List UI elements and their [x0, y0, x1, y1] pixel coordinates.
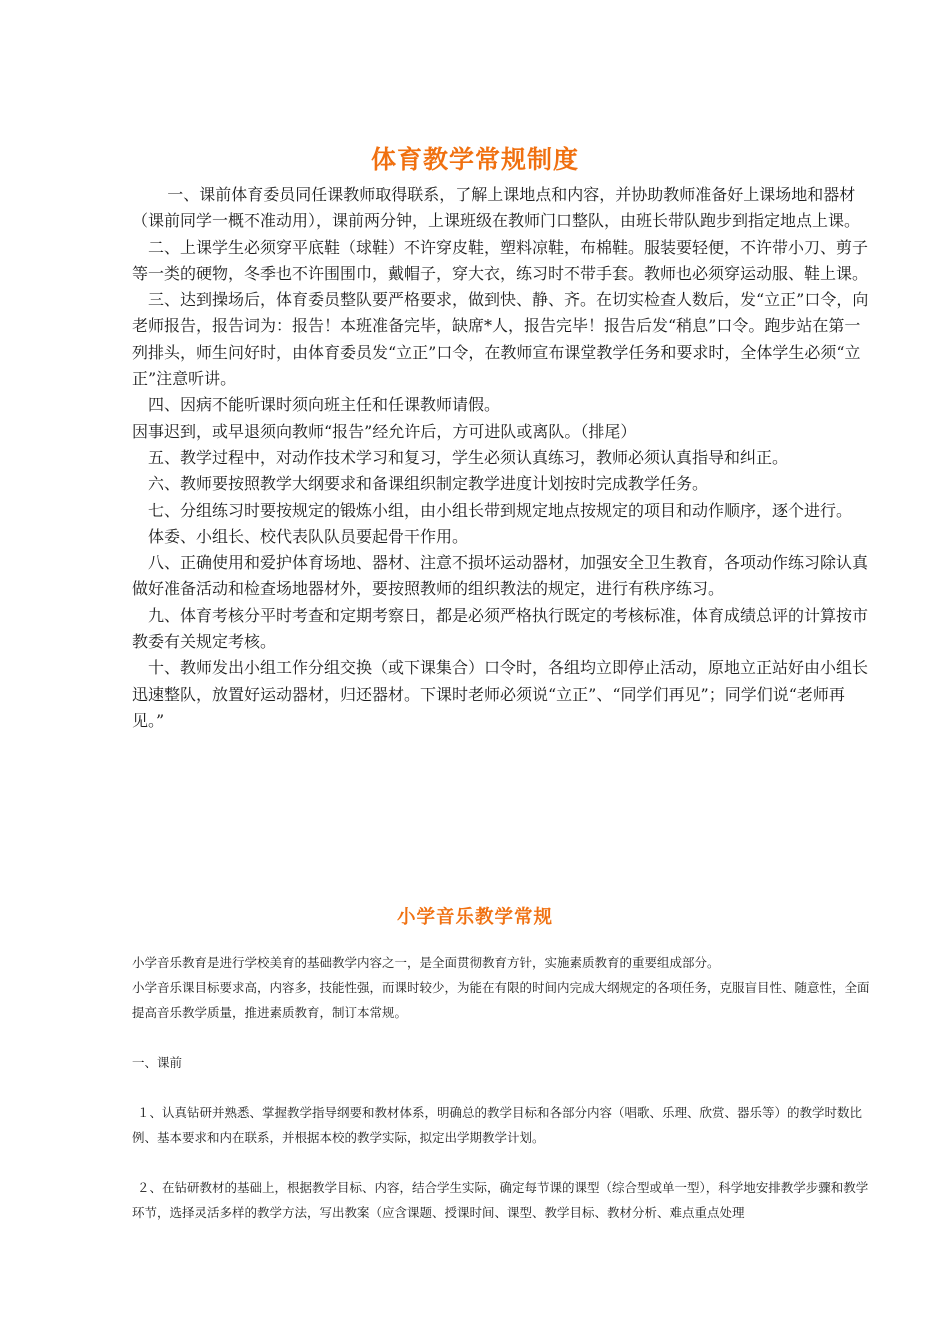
pe-paragraph-7: 七、分组练习时要按规定的锻炼小组，由小组长带到规定地点按规定的项目和动作顺序，逐个进行。: [148, 500, 853, 520]
spacer: [132, 1075, 870, 1100]
pe-paragraph-3: 三、达到操场后，体育委员整队要严格要求，做到快、静、齐。在切实检查人数后，发“立正”口令，向老师报告，报告词为：报告！本班准备完毕，缺席*人，报告完毕！报告后发“稍息”口令。跑步站在第一列排头，师生问好时，由体育委员发“立正”口令，在教师宣布课堂教学任务和要求时，全体学生必须“立正”注意听讲。: [132, 290, 869, 389]
spacer: [132, 1150, 870, 1175]
pe-paragraph-6: 六、教师要按照教学大纲要求和备课组织制定教学进度计划按时完成教学任务。: [148, 474, 709, 494]
music-item-2: ２、在钻研教材的基础上，根据教学目标、内容，结合学生实际，确定每节课的课型（综合型或单一型），科学地安排教学步骤和教学环节，选择灵活多样的教学方法，写出教案（应含课题、授课时间、课型、教学目标、教材分析、难点重点处理: [132, 1180, 869, 1220]
music-heading-before-class: 一、课前: [132, 1055, 183, 1070]
music-item-1: １、认真钻研并熟悉、掌握教学指导纲要和教材体系，明确总的教学目标和各部分内容（唱歌、乐理、欣赏、器乐等）的教学时数比例、基本要求和内在联系，并根据本校的教学实际，拟定出学期教学计划。: [132, 1105, 863, 1145]
music-intro-1: 小学音乐教育是进行学校美育的基础教学内容之一，是全面贯彻教育方针，实施素质教育的重要组成部分。: [132, 955, 720, 970]
pe-paragraph-7b: 体委、小组长、校代表队队员要起骨干作用。: [148, 526, 469, 546]
pe-paragraph-8: 八、正确使用和爱护体育场地、器材、注意不损坏运动器材，加强安全卫生教育，各项动作练习除认真做好准备活动和检查场地器材外，要按照教师的组织教法的规定，进行有秩序练习。: [132, 553, 869, 599]
spacer: [132, 1025, 870, 1050]
music-title: 小学音乐教学常规: [396, 907, 553, 928]
pe-paragraph-9: 九、体育考核分平时考查和定期考察日，都是必须严格执行既定的考核标准，体育成绩总评的计算按市教委有关规定考核。: [132, 605, 869, 652]
pe-paragraph-1: 一、课前体育委员同任课教师取得联系，了解上课地点和内容，并协助教师准备好上课场地和器材（课前同学一概不准动用），课前两分钟，上课班级在教师门口整队，由班长带队跑步到指定地点上课。: [132, 185, 861, 231]
pe-rules-body: [132, 182, 872, 734]
pe-paragraph-5: 五、教学过程中，对动作技术学习和复习，学生必须认真练习，教师必须认真指导和纠正。: [148, 447, 789, 467]
pe-paragraph-2: 二、上课学生必须穿平底鞋（球鞋）不许穿皮鞋，塑料凉鞋，布棉鞋。服装要轻便，不许带小刀、剪子等一类的硬物，冬季也不许围围巾，戴帽子，穿大衣，练习时不带手套。教师也必须穿运动服、鞋上课。: [132, 237, 869, 283]
pe-paragraph-4: 四、因病不能听课时须向班主任和任课教师请假。: [148, 395, 501, 415]
pe-title: 体育教学常规制度: [370, 145, 579, 174]
pe-paragraph-4b: 因事迟到，或早退须向教师“报告”经允许后，方可进队或离队。（排尾）: [132, 421, 637, 441]
music-intro-2: 小学音乐课目标要求高，内容多，技能性强，而课时较少，为能在有限的时间内完成大纲规定的各项任务，克服盲目性、随意性，全面提高音乐教学质量，推进素质教育，制订本常规。: [132, 980, 870, 1020]
pe-paragraph-10: 十、教师发出小组工作分组交换（或下课集合）口令时，各组均立即停止活动，原地立正站好由小组长迅速整队，放置好运动器材，归还器材。下课时老师必须说“立正”、“同学们再见”；同学们说“老师再见。”: [132, 658, 869, 730]
music-rules-body: [132, 950, 870, 1225]
